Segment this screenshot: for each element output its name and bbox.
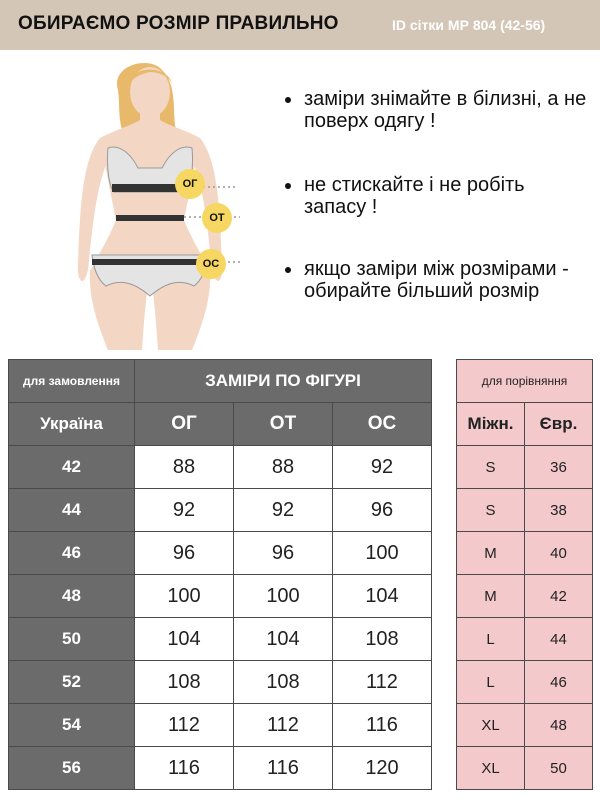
eu-size: 46: [525, 661, 593, 704]
table-row: [9, 661, 432, 704]
col-header-og: ОГ: [135, 403, 234, 446]
table-row: [457, 575, 593, 618]
os-value: 104: [333, 575, 432, 618]
intl-size: XL: [457, 747, 525, 790]
tip-item: заміри знімайте в білизні, а не поверх одягу !: [282, 88, 592, 132]
os-value: 92: [333, 446, 432, 489]
ot-value: 96: [234, 532, 333, 575]
ot-value: 104: [234, 618, 333, 661]
hips-tag: ОС: [196, 249, 226, 279]
os-value: 112: [333, 661, 432, 704]
ua-size: 50: [9, 618, 135, 661]
eu-size: 38: [525, 489, 593, 532]
og-value: 108: [135, 661, 234, 704]
table-row: [457, 704, 593, 747]
tip-item: якщо заміри між розмірами - обирайте більший розмір: [282, 258, 592, 302]
og-value: 88: [135, 446, 234, 489]
intl-size: S: [457, 489, 525, 532]
table-row: [9, 489, 432, 532]
table-row: [457, 618, 593, 661]
page-title: ОБИРАЄМО РОЗМІР ПРАВИЛЬНО: [18, 13, 339, 34]
col-header-os: ОС: [333, 403, 432, 446]
bust-tag: ОГ: [175, 169, 205, 199]
intl-size: S: [457, 446, 525, 489]
col-header-intl: Міжн.: [457, 403, 525, 446]
caption-comparison: для порівняння: [457, 360, 593, 403]
table-row: [457, 489, 593, 532]
ot-value: 92: [234, 489, 333, 532]
og-value: 100: [135, 575, 234, 618]
eu-size: 40: [525, 532, 593, 575]
intl-size: M: [457, 575, 525, 618]
table-row: [9, 575, 432, 618]
ua-size: 54: [9, 704, 135, 747]
table-row: [9, 446, 432, 489]
caption-order: для замовлення: [9, 360, 135, 403]
ot-value: 108: [234, 661, 333, 704]
eu-size: 44: [525, 618, 593, 661]
intl-size: M: [457, 532, 525, 575]
table-row: [9, 747, 432, 790]
og-value: 96: [135, 532, 234, 575]
waist-tag: ОТ: [202, 203, 232, 233]
eu-size: 42: [525, 575, 593, 618]
table-row: [9, 704, 432, 747]
table-row: [9, 618, 432, 661]
header-banner: [0, 0, 600, 50]
table-row: [457, 446, 593, 489]
tip-item: не стискайте і не робіть запасу !: [282, 174, 592, 218]
col-header-eu: Євр.: [525, 403, 593, 446]
og-value: 112: [135, 704, 234, 747]
ua-size: 48: [9, 575, 135, 618]
comparison-table: [456, 359, 593, 790]
ot-value: 112: [234, 704, 333, 747]
os-value: 120: [333, 747, 432, 790]
size-table: [8, 359, 432, 790]
table-row: [457, 532, 593, 575]
ua-size: 42: [9, 446, 135, 489]
size-grid-id: ID сітки МР 804 (42-56): [392, 17, 546, 33]
eu-size: 50: [525, 747, 593, 790]
og-value: 104: [135, 618, 234, 661]
ua-size: 46: [9, 532, 135, 575]
ua-size: 56: [9, 747, 135, 790]
eu-size: 36: [525, 446, 593, 489]
intl-size: XL: [457, 704, 525, 747]
ua-size: 44: [9, 489, 135, 532]
os-value: 116: [333, 704, 432, 747]
col-header-ot: ОТ: [234, 403, 333, 446]
table-row: [457, 747, 593, 790]
ot-value: 116: [234, 747, 333, 790]
og-value: 116: [135, 747, 234, 790]
ot-value: 88: [234, 446, 333, 489]
eu-size: 48: [525, 704, 593, 747]
os-value: 108: [333, 618, 432, 661]
caption-measurements: ЗАМІРИ ПО ФІГУРІ: [135, 360, 432, 403]
table-row: [457, 661, 593, 704]
intl-size: L: [457, 618, 525, 661]
ot-value: 100: [234, 575, 333, 618]
intl-size: L: [457, 661, 525, 704]
ua-size: 52: [9, 661, 135, 704]
table-row: [9, 532, 432, 575]
os-value: 96: [333, 489, 432, 532]
os-value: 100: [333, 532, 432, 575]
og-value: 92: [135, 489, 234, 532]
col-header-ukraine: Україна: [9, 403, 135, 446]
